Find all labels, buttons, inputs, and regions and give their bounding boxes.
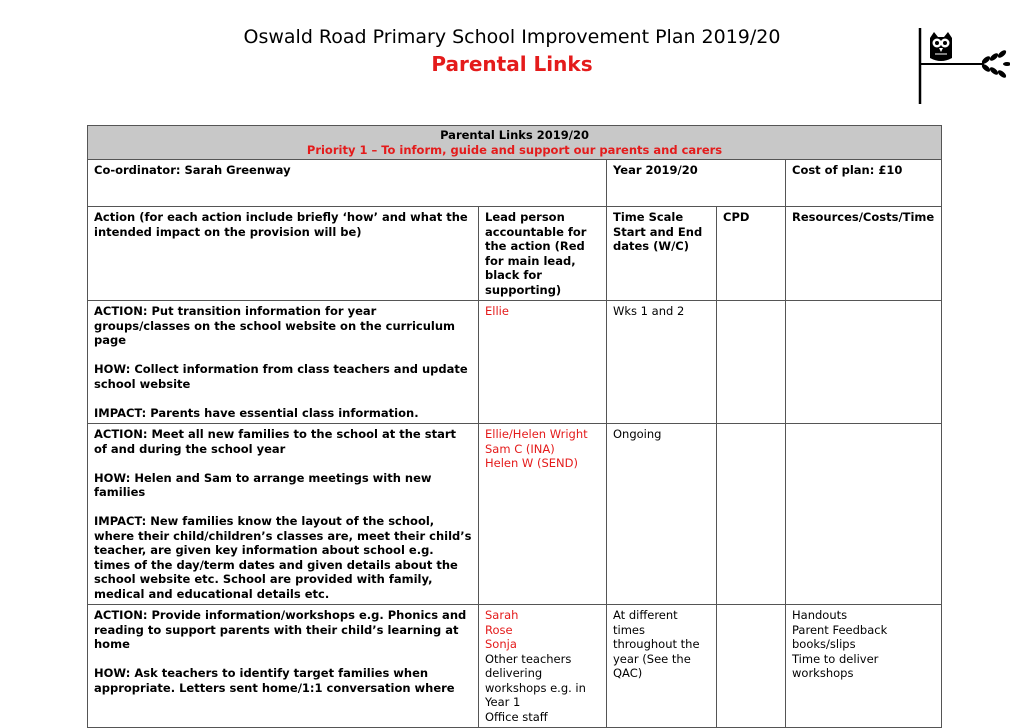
resources-cell [786,605,942,728]
resource-item: Handouts [792,608,848,622]
column-header-action: Action (for each action include briefly ‘how’ and what the intended impact on the provision will be) [88,207,479,301]
action-cell [88,301,479,424]
lead-person: Ellie/Helen Wright [485,427,588,441]
table-header-priority: Priority 1 – To inform, guide and support our parents and carers [306,142,723,157]
how-text: HOW: Helen and Sam to arrange meetings with new families [94,470,432,499]
coordinator-cell: Co-ordinator: Sarah Greenway [88,160,607,207]
resources-cell [786,424,942,605]
cost-cell: Cost of plan: £10 [786,160,942,207]
how-text: HOW: Ask teachers to identify target families when appropriate. Letters sent home/1:1 conversation where [94,666,455,695]
document-title: Oswald Road Primary School Improvement Plan 2019/20 [243,26,781,48]
timescale-cell: Ongoing [607,424,717,605]
resource-item: Parent Feedback books/slips [792,622,888,651]
lead-person: Ellie [485,304,509,318]
how-text: HOW: Collect information from class teachers and update school website [94,362,468,391]
lead-cell [479,605,607,728]
lead-person: Rose [485,622,513,637]
action-text: ACTION: Meet all new families to the school at the start of and during the school year [94,427,456,456]
impact-text: IMPACT: New families know the layout of the school, where their child/children’s classes are, meet their child’s teacher, are given key information about school e.g. times of the day/term dates and given details about the school website etc. School are provided with family, medical and educational details etc. [94,514,472,601]
plan-table [87,125,942,728]
table-header [88,126,942,160]
lead-cell [479,301,607,424]
resource-item: Time to deliver workshops [792,651,879,680]
action-cell [88,424,479,605]
table-header-title: Parental Links 2019/20 [440,128,589,142]
lead-person: Sarah [485,608,519,622]
column-header-timescale: Time Scale Start and End dates (W/C) [607,207,717,301]
lead-person: Sonja [485,637,517,651]
cpd-cell [717,605,786,728]
column-header-resources: Resources/Costs/Time [786,207,942,301]
timescale-cell: At different times throughout the year (See the QAC) [607,605,717,728]
document-subtitle: Parental Links [431,52,593,76]
support-person: Other teachers delivering workshops e.g. in Year 1 [485,651,586,709]
year-cell: Year 2019/20 [607,160,786,207]
lead-person: Sam C (INA) [485,441,555,456]
action-text: ACTION: Provide information/workshops e.g. Phonics and reading to support parents with their child’s learning at home [94,608,467,651]
table-row [88,605,942,728]
action-text: ACTION: Put transition information for year groups/classes on the school website on the curriculum page [94,304,456,347]
lead-person: Helen W (SEND) [485,456,578,470]
column-header-cpd: CPD [717,207,786,301]
table-row [88,424,942,605]
support-person: Office staff [485,709,548,724]
impact-text: IMPACT: Parents have essential class information. [94,405,419,420]
column-header-lead: Lead person accountable for the action (Red for main lead, black for supporting) [479,207,607,301]
lead-cell [479,424,607,605]
cpd-cell [717,301,786,424]
cpd-cell [717,424,786,605]
owl-logo-icon [914,24,1010,108]
timescale-cell: Wks 1 and 2 [607,301,717,424]
table-row [88,301,942,424]
resources-cell [786,301,942,424]
action-cell [88,605,479,728]
